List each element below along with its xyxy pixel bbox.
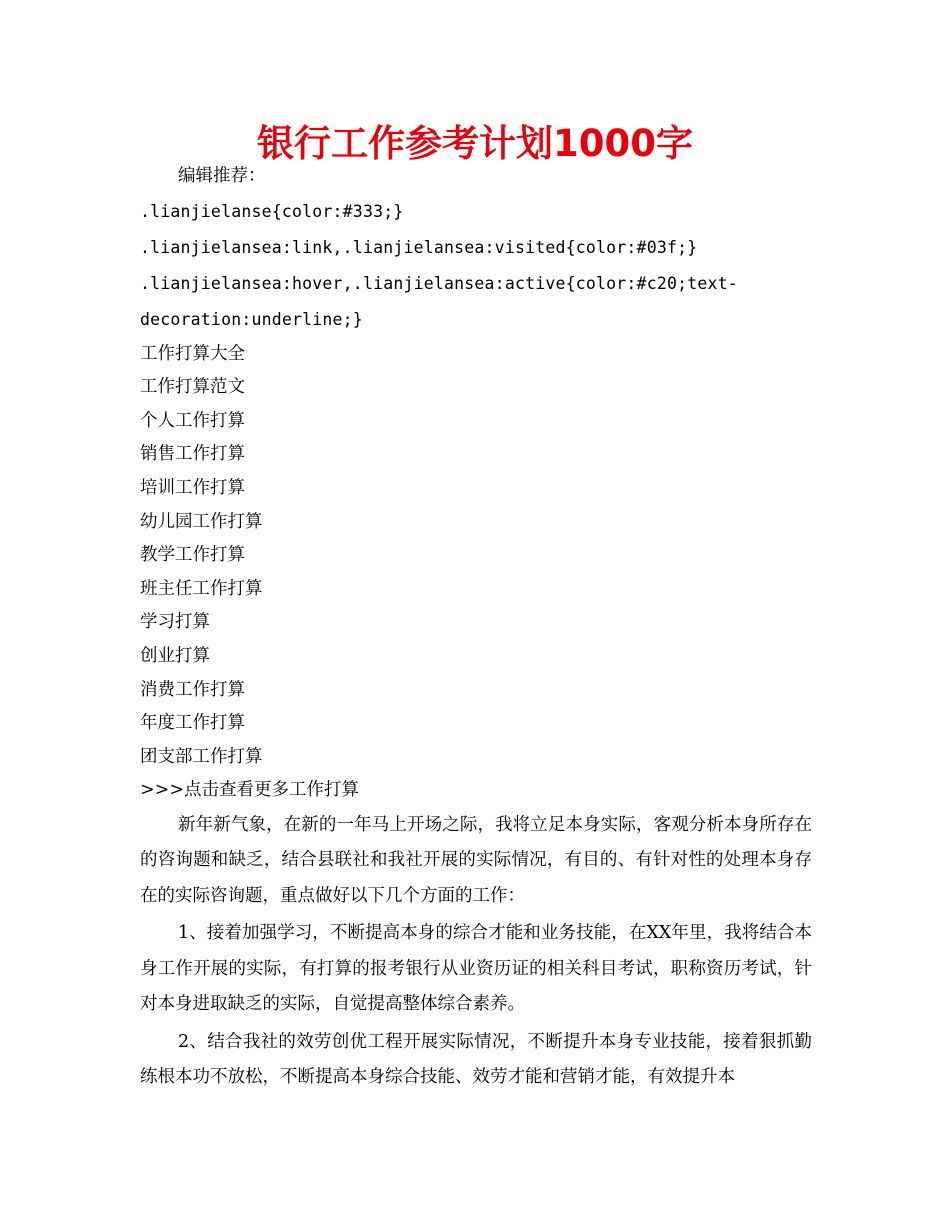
css-code-line: .lianjielanse{color:#333;} bbox=[140, 201, 404, 221]
css-code-line: .lianjielansea:link,.lianjielansea:visited{color:#03f;} bbox=[140, 237, 698, 257]
link-annual-work-plan[interactable]: 年度工作打算 bbox=[140, 713, 245, 734]
body-paragraph: 2、结合我社的效劳创优工程开展实际情况，不断提升本身专业技能，接着狠抓勤练根本功不放松，不断提高本身综合技能、效劳才能和营销才能，有效提升本 bbox=[140, 1031, 812, 1088]
editor-recommend-label: 编辑推荐： bbox=[178, 166, 266, 186]
css-code-line: decoration:underline;} bbox=[140, 309, 363, 329]
link-more-work-plans[interactable]: >>>点击查看更多工作打算 bbox=[140, 780, 359, 801]
link-sales-work-plan[interactable]: 销售工作打算 bbox=[140, 444, 245, 465]
link-league-branch-work-plan[interactable]: 团支部工作打算 bbox=[140, 746, 263, 767]
link-startup-plan[interactable]: 创业打算 bbox=[140, 645, 210, 666]
link-kindergarten-work-plan[interactable]: 幼儿园工作打算 bbox=[140, 511, 263, 532]
css-code-line: .lianjielansea:hover,.lianjielansea:active{color:#c20;text- bbox=[140, 273, 738, 293]
link-work-plan-collection[interactable]: 工作打算大全 bbox=[140, 343, 245, 364]
link-teaching-work-plan[interactable]: 教学工作打算 bbox=[140, 545, 245, 566]
link-training-work-plan[interactable]: 培训工作打算 bbox=[140, 477, 245, 498]
document-body bbox=[140, 160, 812, 1096]
link-study-plan[interactable]: 学习打算 bbox=[140, 612, 210, 633]
link-work-plan-samples[interactable]: 工作打算范文 bbox=[140, 377, 245, 398]
body-paragraph: 新年新气象，在新的一年马上开场之际，我将立足本身实际，客观分析本身所存在的咨询题和缺乏，结合县联社和我社开展的实际情况，有目的、有针对性的处理本身存在的实际咨询题，重点做好以下几个方面的工作： bbox=[140, 814, 812, 906]
body-paragraph: 1、接着加强学习，不断提高本身的综合才能和业务技能，在XX年里，我将结合本身工作开展的实际，有打算的报考银行从业资历证的相关科目考试，职称资历考试，针对本身进取缺乏的实际，自觉提高整体综合素养。 bbox=[140, 923, 812, 1015]
document-title: 银行工作参考计划1000字 bbox=[257, 122, 693, 165]
link-personal-work-plan[interactable]: 个人工作打算 bbox=[140, 410, 245, 431]
link-class-teacher-work-plan[interactable]: 班主任工作打算 bbox=[140, 578, 263, 599]
link-consumer-work-plan[interactable]: 消费工作打算 bbox=[140, 679, 245, 700]
